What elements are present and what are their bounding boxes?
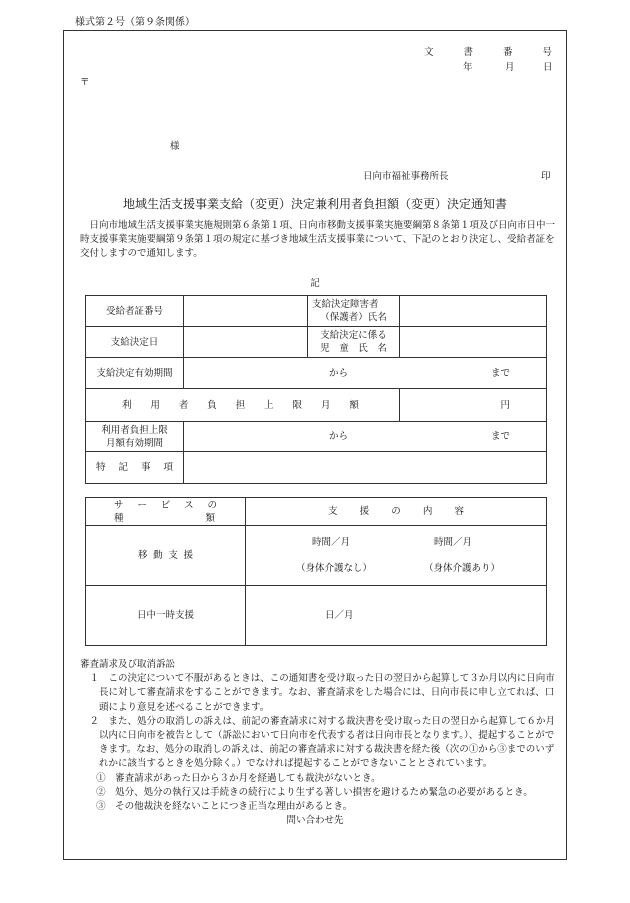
contact-label: 問い合わせ先 bbox=[286, 815, 344, 826]
special-notes-value bbox=[184, 452, 547, 484]
burden-period-value: から まで bbox=[184, 422, 547, 452]
appeal-sub-1: ① 審査請求があった日から３か月を経過しても裁決がないとき。 bbox=[96, 772, 381, 784]
addressee-suffix: 様 bbox=[170, 141, 180, 152]
appeal-section bbox=[80, 658, 560, 814]
burden-period-label: 利用者負担上限 月額有効期間 bbox=[86, 422, 184, 452]
appeal-heading: 審査請求及び取消訴訟 bbox=[80, 659, 176, 670]
document-number: 文 書 番 号 bbox=[424, 47, 552, 58]
disabled-person-name-value bbox=[400, 296, 547, 327]
decision-table bbox=[85, 295, 547, 484]
disabled-person-name-label: 支給決定障害者 （保護者）氏名 bbox=[308, 296, 400, 327]
mobility-support-label: 移 動 支 援 bbox=[86, 526, 246, 586]
date-year: 年 bbox=[463, 62, 473, 73]
seal-mark: 印 bbox=[541, 171, 551, 182]
burden-limit-value: 円 bbox=[400, 389, 547, 422]
service-type-header: サ ー ビ ス の 種 類 bbox=[86, 498, 246, 526]
daytime-support-content: 日／月 bbox=[246, 586, 547, 646]
mobility-support-content: 時間／月 時間／月 （身体介護なし） （身体介護あり） bbox=[246, 526, 547, 586]
form-label: 様式第２号（第９条関係） bbox=[75, 17, 195, 28]
intro-text: 日向市地域生活支援事業実施規則第６条第１項、日向市移動支援事業実施要綱第８条第１項及び日向市日中一時支援事業実施要綱第９条第１項の規定に基づき地域生活支援事業について、下記のとおり決定し、受給者証を交付しますので通知します。 bbox=[80, 220, 556, 260]
issuer: 日向市福祉事務所長 bbox=[363, 171, 449, 182]
recipient-number-label: 受給者証番号 bbox=[86, 296, 184, 327]
appeal-item-1: １ この決定について不服があるときは、この通知書を受け取った日の翌日から起算して３か月以内に日向市長に対して審査請求をすることができます。なお、審査請求をした場合には、日向市長に申し立てれば、口頭により意見を述べることができます。 bbox=[89, 673, 555, 713]
ki-mark: 記 bbox=[310, 278, 320, 289]
burden-limit-label: 利 用 者 負 担 上 限 月 額 bbox=[86, 389, 400, 422]
support-content-header: 支 援 の 内 容 bbox=[246, 498, 547, 526]
document-title: 地域生活支援事業支給（変更）決定兼利用者負担額（変更）決定通知書 bbox=[122, 197, 507, 211]
appeal-sub-2: ② 処分、処分の執行又は手続きの続行により生ずる著しい損害を避けるため緊急の必要があるとき。 bbox=[96, 786, 533, 798]
validity-period-value: から まで bbox=[184, 358, 547, 389]
date-month: 月 bbox=[505, 62, 515, 73]
child-name-label: 支給決定に係る 児 童 氏 名 bbox=[308, 327, 400, 358]
validity-period-label: 支給決定有効期間 bbox=[86, 358, 184, 389]
appeal-sub-3: ③ その他裁決を経ないことにつき正当な理由があるとき。 bbox=[96, 801, 353, 813]
child-name-value bbox=[400, 327, 547, 358]
recipient-number-value bbox=[184, 296, 308, 327]
service-table bbox=[85, 497, 547, 646]
appeal-item-2: ２ また、処分の取消しの訴えは、前記の審査請求に対する裁決書を受け取った日の翌日から起算して６か月以内に日向市を被告として（訴訟において日向市を代表する者は日向市長となります。）、提起することができます。なお、処分の取消しの訴えは、前記の審査請求に対する裁決書を経た後（次の①から③までのいずれかに該当するときを処分除く。）でなければ提起することができないこととされています。 bbox=[89, 715, 556, 770]
decision-date-value bbox=[184, 327, 308, 358]
daytime-support-label: 日中一時支援 bbox=[86, 586, 246, 646]
special-notes-label: 特 記 事 項 bbox=[86, 452, 184, 484]
postal-mark: 〒 bbox=[80, 77, 90, 88]
decision-date-label: 支給決定日 bbox=[86, 327, 184, 358]
date-day: 日 bbox=[543, 62, 553, 73]
